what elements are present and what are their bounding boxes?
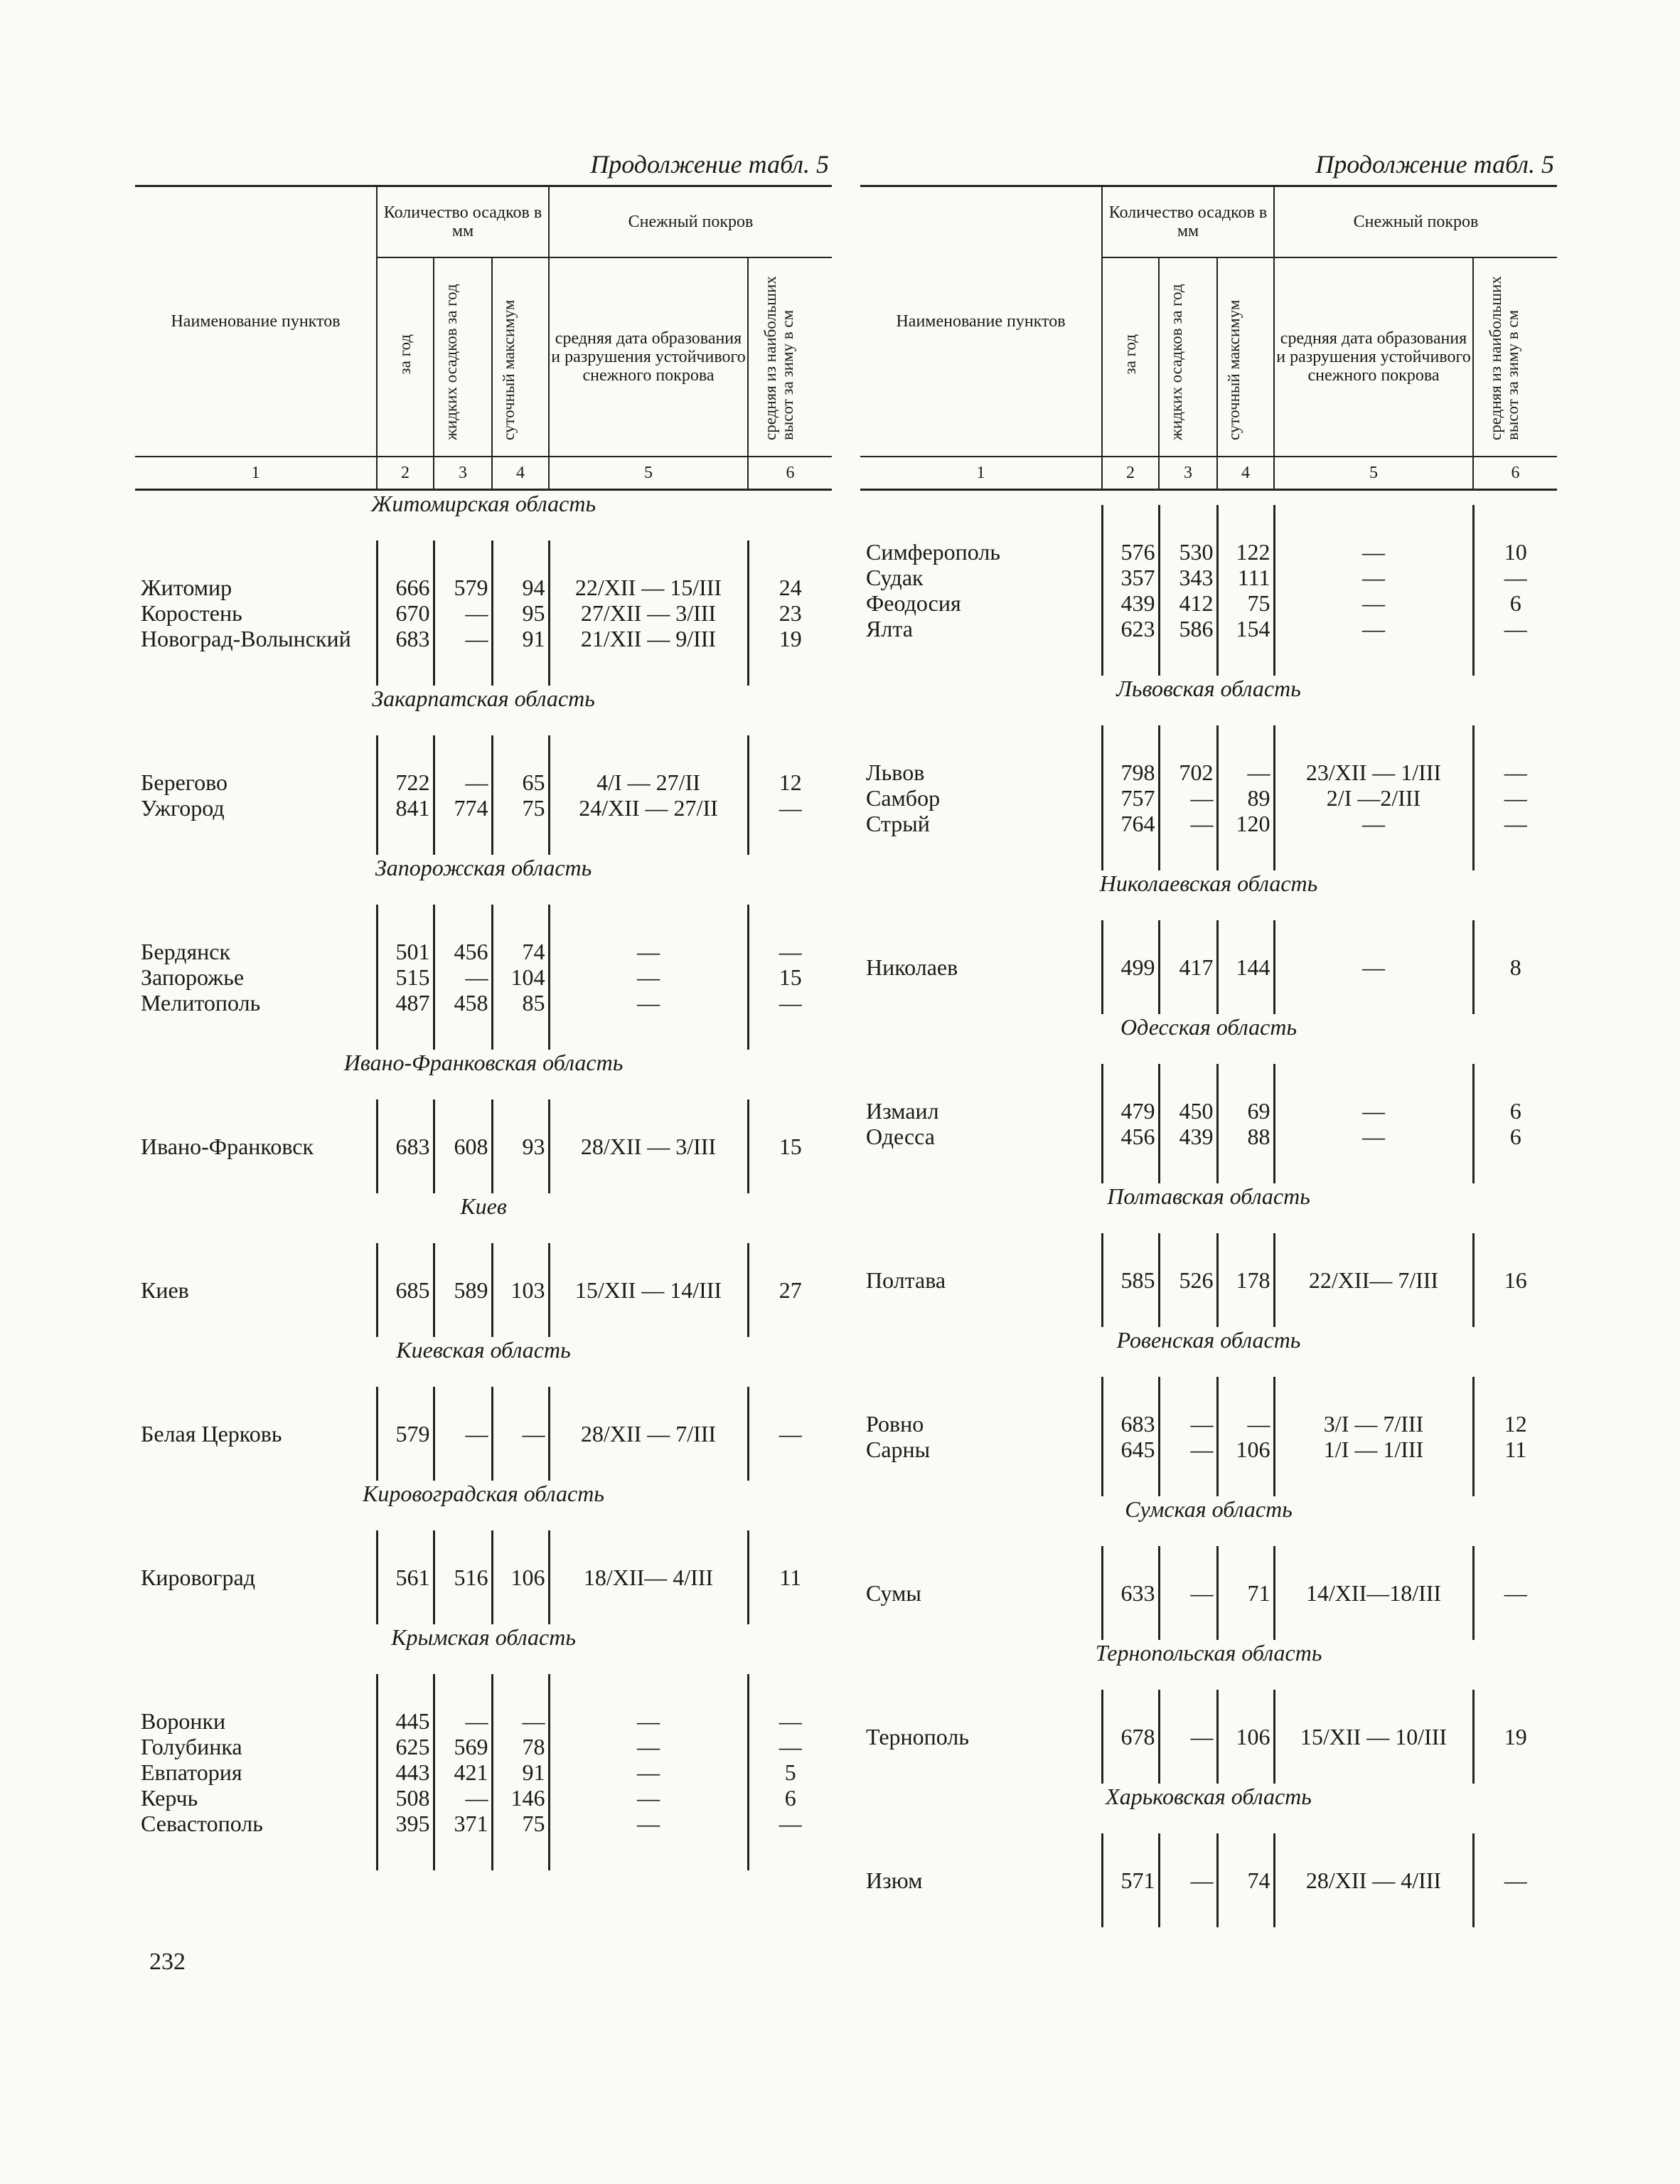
snow-height: — (1504, 1867, 1527, 1893)
snow-height: — (1504, 810, 1527, 836)
snow-height: 12 (779, 769, 802, 795)
snow-height: 12 (1504, 1410, 1527, 1437)
table-row (860, 1868, 1557, 1893)
snow-dates: 28/XII — 3/III (549, 1134, 748, 1159)
precip-year: 645 (1102, 1437, 1159, 1462)
precip-year: 499 (1102, 954, 1159, 980)
precip-daily-max: 122 (1217, 539, 1274, 565)
snow-height: 19 (779, 625, 802, 651)
precip-liquid: 343 (1159, 565, 1217, 590)
snow-height: 15 (779, 1133, 802, 1159)
precip-year: 633 (1102, 1580, 1159, 1606)
precip-liquid: 450 (1159, 1098, 1217, 1124)
station-name: Запорожье (141, 964, 245, 990)
precip-year: 515 (377, 964, 434, 990)
station-name: Коростень (141, 600, 242, 626)
precip-liquid: — (1159, 1868, 1217, 1893)
snow-dates: — (1274, 1098, 1473, 1124)
table-row (135, 626, 832, 651)
table-row (860, 539, 1557, 565)
precip-daily-max: 111 (1217, 565, 1274, 590)
precip-daily-max: 69 (1217, 1098, 1274, 1124)
region-title: Ивано-Франковская область (343, 1049, 624, 1075)
table-row (135, 600, 832, 626)
precip-daily-max: 146 (492, 1785, 549, 1811)
precip-liquid: — (434, 600, 492, 626)
precip-daily-max: 104 (492, 964, 549, 990)
header-precip-group: Количество осадков в мм (377, 186, 549, 257)
header-col-liquid: жидких осадков за год (442, 283, 460, 440)
table-row (860, 616, 1557, 641)
continuation-title: Продолжение табл. 5 (590, 150, 829, 179)
snow-dates: 21/XII — 9/III (549, 626, 748, 651)
header-col-number: 5 (549, 457, 748, 490)
precip-liquid: 371 (434, 1811, 492, 1836)
station-name: Голубинка (141, 1733, 242, 1759)
precip-daily-max: 65 (492, 769, 549, 795)
station-name: Львов (866, 759, 925, 785)
data-table (135, 491, 832, 1870)
snow-dates: — (549, 990, 748, 1016)
precip-year: 841 (377, 795, 434, 821)
precip-daily-max: 78 (492, 1734, 549, 1759)
table-row (135, 1421, 832, 1447)
precip-liquid: — (434, 626, 492, 651)
snow-height: 6 (1509, 590, 1521, 616)
precip-daily-max: 120 (1217, 811, 1274, 836)
station-name: Изюм (866, 1867, 923, 1893)
precip-liquid: — (1159, 1724, 1217, 1749)
table-row (135, 1759, 832, 1785)
snow-height: 11 (1504, 1436, 1527, 1462)
region-title: Киев (460, 1193, 507, 1219)
precip-daily-max: 85 (492, 990, 549, 1016)
table-row (860, 1267, 1557, 1293)
continuation-title: Продолжение табл. 5 (1315, 150, 1554, 179)
snow-dates: — (1274, 539, 1473, 565)
snow-dates: 22/XII — 15/III (549, 575, 748, 600)
table-row (860, 1580, 1557, 1606)
station-name: Судак (866, 564, 924, 590)
precip-daily-max: — (1217, 1411, 1274, 1437)
precip-daily-max: 75 (1217, 590, 1274, 616)
header-col-number: 5 (1274, 457, 1473, 490)
header-snow-group: Снежный покров (549, 186, 832, 257)
station-name: Ужгород (141, 794, 225, 821)
precip-liquid: 586 (1159, 616, 1217, 641)
station-name: Кировоград (141, 1564, 255, 1590)
precip-daily-max: 75 (492, 1811, 549, 1836)
snow-dates: — (1274, 590, 1473, 616)
snow-dates: — (549, 1734, 748, 1759)
snow-height: — (1504, 759, 1527, 785)
station-name: Измаил (866, 1097, 939, 1124)
snow-height: 10 (1504, 538, 1527, 565)
table-header (860, 185, 1557, 491)
precip-daily-max: 106 (1217, 1437, 1274, 1462)
precip-daily-max: 91 (492, 626, 549, 651)
precip-daily-max: 106 (1217, 1724, 1274, 1749)
precip-year: 357 (1102, 565, 1159, 590)
region-title: Кировоградская область (363, 1480, 604, 1506)
snow-dates: — (1274, 1124, 1473, 1149)
header-precip-group: Количество осадков в мм (1102, 186, 1274, 257)
precip-daily-max: 144 (1217, 954, 1274, 980)
snow-height: 15 (779, 964, 802, 990)
precip-liquid: 526 (1159, 1267, 1217, 1293)
region-title: Житомирская область (371, 490, 596, 516)
station-name: Киев (141, 1277, 189, 1303)
precip-year: 623 (1102, 616, 1159, 641)
precip-year: 395 (377, 1811, 434, 1836)
station-name: Стрый (866, 810, 930, 836)
precip-liquid: — (434, 1708, 492, 1734)
snow-height: 19 (1504, 1723, 1527, 1749)
region-title: Полтавская область (1107, 1183, 1310, 1209)
region-title: Одесская область (1120, 1013, 1298, 1040)
precip-liquid: 608 (434, 1134, 492, 1159)
precip-liquid: 456 (434, 939, 492, 964)
snow-dates: 3/I — 7/III (1274, 1411, 1473, 1437)
precip-year: 445 (377, 1708, 434, 1734)
station-name: Евпатория (141, 1759, 242, 1785)
snow-dates: — (1274, 811, 1473, 836)
precip-daily-max: 71 (1217, 1580, 1274, 1606)
precip-year: 479 (1102, 1098, 1159, 1124)
snow-height: — (779, 938, 802, 964)
header-col-snow-dates: средняя дата образования и разрушения устойчивого снежного покрова (549, 257, 748, 457)
snow-height: 6 (1509, 1123, 1521, 1149)
header-col-number: 6 (1473, 457, 1557, 490)
header-col-name: Наименование пунктов (860, 186, 1102, 457)
precip-daily-max: — (492, 1708, 549, 1734)
snow-dates: — (549, 1708, 748, 1734)
snow-height: 24 (779, 574, 802, 600)
station-name: Симферополь (866, 538, 1000, 565)
precip-year: 722 (377, 769, 434, 795)
precip-liquid: 421 (434, 1759, 492, 1785)
table-row (860, 1098, 1557, 1124)
precip-year: 439 (1102, 590, 1159, 616)
region-title: Ровенская область (1116, 1326, 1301, 1353)
table-row (860, 785, 1557, 811)
snow-height: 8 (1509, 954, 1521, 980)
snow-height: — (779, 989, 802, 1016)
precip-daily-max: 103 (492, 1277, 549, 1303)
snow-height: 16 (1504, 1267, 1527, 1293)
table-row (135, 1734, 832, 1759)
precip-liquid: — (1159, 1437, 1217, 1462)
precip-liquid: 458 (434, 990, 492, 1016)
station-name: Белая Церковь (141, 1420, 282, 1447)
station-name: Самбор (866, 784, 941, 811)
header-col-number: 3 (1159, 457, 1217, 490)
region-title: Киевская область (396, 1336, 571, 1363)
snow-dates: 2/I —2/III (1274, 785, 1473, 811)
precip-liquid: 530 (1159, 539, 1217, 565)
header-col-number: 4 (1217, 457, 1274, 490)
station-name: Керчь (141, 1784, 198, 1811)
header-col-snow-dates: средняя дата образования и разрушения устойчивого снежного покрова (1274, 257, 1473, 457)
snow-dates: 15/XII — 10/III (1274, 1724, 1473, 1749)
station-name: Сумы (866, 1580, 921, 1606)
station-name: Николаев (866, 954, 958, 980)
snow-height: — (779, 1810, 802, 1836)
header-col-name: Наименование пунктов (135, 186, 377, 457)
snow-height: 23 (779, 600, 802, 626)
header-col-number: 4 (492, 457, 549, 490)
snow-height: 5 (784, 1759, 796, 1785)
header-col-number: 3 (434, 457, 492, 490)
snow-dates: 1/I — 1/III (1274, 1437, 1473, 1462)
precip-year: 678 (1102, 1724, 1159, 1749)
table-row (860, 954, 1557, 980)
station-name: Ивано-Франковск (141, 1133, 314, 1159)
precip-year: 576 (1102, 539, 1159, 565)
snow-height: — (779, 1708, 802, 1734)
station-name: Ровно (866, 1410, 924, 1437)
table-row (135, 1134, 832, 1159)
right-page-half (860, 149, 1557, 1927)
precip-year: 683 (377, 626, 434, 651)
precip-year: 670 (377, 600, 434, 626)
snow-dates: — (549, 1811, 748, 1836)
snow-height: — (1504, 564, 1527, 590)
snow-dates: — (1274, 954, 1473, 980)
precip-year: 625 (377, 1734, 434, 1759)
snow-dates: — (1274, 565, 1473, 590)
header-col-daily-max: суточный максимум (500, 299, 518, 440)
header-snow-group: Снежный покров (1274, 186, 1557, 257)
table-row (135, 964, 832, 990)
precip-daily-max: 154 (1217, 616, 1274, 641)
station-name: Ялта (866, 615, 913, 641)
table-row (860, 1411, 1557, 1437)
precip-year: 501 (377, 939, 434, 964)
data-table (860, 491, 1557, 1927)
table-row (860, 1724, 1557, 1749)
precip-daily-max: 95 (492, 600, 549, 626)
region-title: Закарпатская область (372, 685, 595, 711)
header-col-year: за год (396, 334, 414, 375)
precip-daily-max: 94 (492, 575, 549, 600)
snow-height: 6 (1509, 1097, 1521, 1124)
region-title: Львовская область (1116, 675, 1301, 701)
region-title: Сумская область (1125, 1496, 1293, 1522)
station-name: Новоград-Волынский (141, 625, 351, 651)
snow-dates: — (549, 964, 748, 990)
precip-daily-max: 88 (1217, 1124, 1274, 1149)
precip-daily-max: 106 (492, 1565, 549, 1590)
snow-dates: 28/XII — 4/III (1274, 1868, 1473, 1893)
header-col-number: 6 (748, 457, 832, 490)
precip-liquid: 439 (1159, 1124, 1217, 1149)
precip-year: 571 (1102, 1868, 1159, 1893)
precip-year: 757 (1102, 785, 1159, 811)
precip-year: 666 (377, 575, 434, 600)
snow-dates: 23/XII — 1/III (1274, 760, 1473, 785)
precip-liquid: — (1159, 811, 1217, 836)
precip-liquid: 417 (1159, 954, 1217, 980)
precip-daily-max: 74 (1217, 1868, 1274, 1893)
precip-daily-max: 178 (1217, 1267, 1274, 1293)
header-col-number: 1 (135, 457, 377, 490)
precip-daily-max: 74 (492, 939, 549, 964)
table-row (860, 590, 1557, 616)
snow-height: 6 (784, 1784, 796, 1811)
table-row (860, 811, 1557, 836)
header-col-snow-height: средняя из наибольших высот за зиму в см (761, 275, 796, 440)
precip-liquid: 569 (434, 1734, 492, 1759)
region-title: Харьковская область (1106, 1783, 1312, 1809)
station-name: Тернополь (866, 1723, 969, 1749)
table-row (135, 769, 832, 795)
snow-dates: 24/XII — 27/II (549, 795, 748, 821)
station-name: Полтава (866, 1267, 946, 1293)
precip-year: 456 (1102, 1124, 1159, 1149)
snow-height: — (779, 794, 802, 821)
precip-liquid: 516 (434, 1565, 492, 1590)
station-name: Севастополь (141, 1810, 263, 1836)
page-number: 232 (149, 1949, 186, 1975)
precip-year: 683 (1102, 1411, 1159, 1437)
precip-year: 561 (377, 1565, 434, 1590)
table-row (135, 1277, 832, 1303)
precip-liquid: 579 (434, 575, 492, 600)
precip-year: 579 (377, 1421, 434, 1447)
station-name: Мелитополь (141, 989, 261, 1016)
snow-dates: — (1274, 616, 1473, 641)
region-title: Николаевская область (1099, 870, 1318, 896)
table-row (135, 990, 832, 1016)
table-row (135, 795, 832, 821)
precip-liquid: — (434, 964, 492, 990)
snow-dates: 4/I — 27/II (549, 769, 748, 795)
table-row (860, 1437, 1557, 1462)
snow-dates: 18/XII— 4/III (549, 1565, 748, 1590)
precip-year: 683 (377, 1134, 434, 1159)
snow-dates: 28/XII — 7/III (549, 1421, 748, 1447)
snow-height: — (1504, 784, 1527, 811)
table-row (860, 760, 1557, 785)
precip-daily-max: 75 (492, 795, 549, 821)
header-col-snow-height: средняя из наибольших высот за зиму в см (1486, 275, 1521, 440)
snow-height: — (779, 1420, 802, 1447)
precip-liquid: — (1159, 1580, 1217, 1606)
table-row (135, 1708, 832, 1734)
table-row (860, 565, 1557, 590)
precip-liquid: 412 (1159, 590, 1217, 616)
header-col-daily-max: суточный максимум (1225, 299, 1243, 440)
snow-dates: — (549, 939, 748, 964)
table-row (135, 1785, 832, 1811)
precip-year: 508 (377, 1785, 434, 1811)
precip-daily-max: — (1217, 760, 1274, 785)
precip-daily-max: — (492, 1421, 549, 1447)
header-col-liquid: жидких осадков за год (1167, 283, 1185, 440)
station-name: Одесса (866, 1123, 935, 1149)
snow-dates: 27/XII — 3/III (549, 600, 748, 626)
station-name: Воронки (141, 1708, 226, 1734)
precip-liquid: — (1159, 1411, 1217, 1437)
precip-liquid: — (1159, 785, 1217, 811)
region-title: Крымская область (391, 1624, 576, 1650)
header-col-number: 2 (377, 457, 434, 490)
snow-height: 11 (779, 1564, 802, 1590)
precip-year: 798 (1102, 760, 1159, 785)
precip-daily-max: 93 (492, 1134, 549, 1159)
region-title: Запорожская область (375, 854, 592, 880)
precip-year: 487 (377, 990, 434, 1016)
region-title: Тернопольская область (1095, 1639, 1322, 1666)
snow-dates: 15/XII — 14/III (549, 1277, 748, 1303)
table-row (135, 575, 832, 600)
station-name: Феодосия (866, 590, 961, 616)
station-name: Сарны (866, 1436, 931, 1462)
header-col-year: за год (1121, 334, 1139, 375)
table-row (135, 1565, 832, 1590)
precip-liquid: 702 (1159, 760, 1217, 785)
precip-year: 585 (1102, 1267, 1159, 1293)
table-row (135, 1811, 832, 1836)
snow-dates: 14/XII—18/III (1274, 1580, 1473, 1606)
precip-daily-max: 89 (1217, 785, 1274, 811)
precip-liquid: 589 (434, 1277, 492, 1303)
snow-height: — (1504, 1580, 1527, 1606)
station-name: Житомир (141, 574, 232, 600)
header-col-number: 2 (1102, 457, 1159, 490)
station-name: Берегово (141, 769, 228, 795)
precip-liquid: — (434, 1421, 492, 1447)
snow-height: — (1504, 615, 1527, 641)
snow-height: — (779, 1733, 802, 1759)
header-col-number: 1 (860, 457, 1102, 490)
precip-liquid: — (434, 1785, 492, 1811)
precip-liquid: — (434, 769, 492, 795)
precip-year: 764 (1102, 811, 1159, 836)
snow-dates: — (549, 1759, 748, 1785)
snow-dates: 22/XII— 7/III (1274, 1267, 1473, 1293)
precip-year: 443 (377, 1759, 434, 1785)
precip-daily-max: 91 (492, 1759, 549, 1785)
station-name: Бердянск (141, 938, 231, 964)
precip-liquid: 774 (434, 795, 492, 821)
table-row (135, 939, 832, 964)
precip-year: 685 (377, 1277, 434, 1303)
left-page-half (135, 149, 832, 1870)
snow-dates: — (549, 1785, 748, 1811)
table-row (860, 1124, 1557, 1149)
table-header (135, 185, 832, 491)
snow-height: 27 (779, 1277, 802, 1303)
